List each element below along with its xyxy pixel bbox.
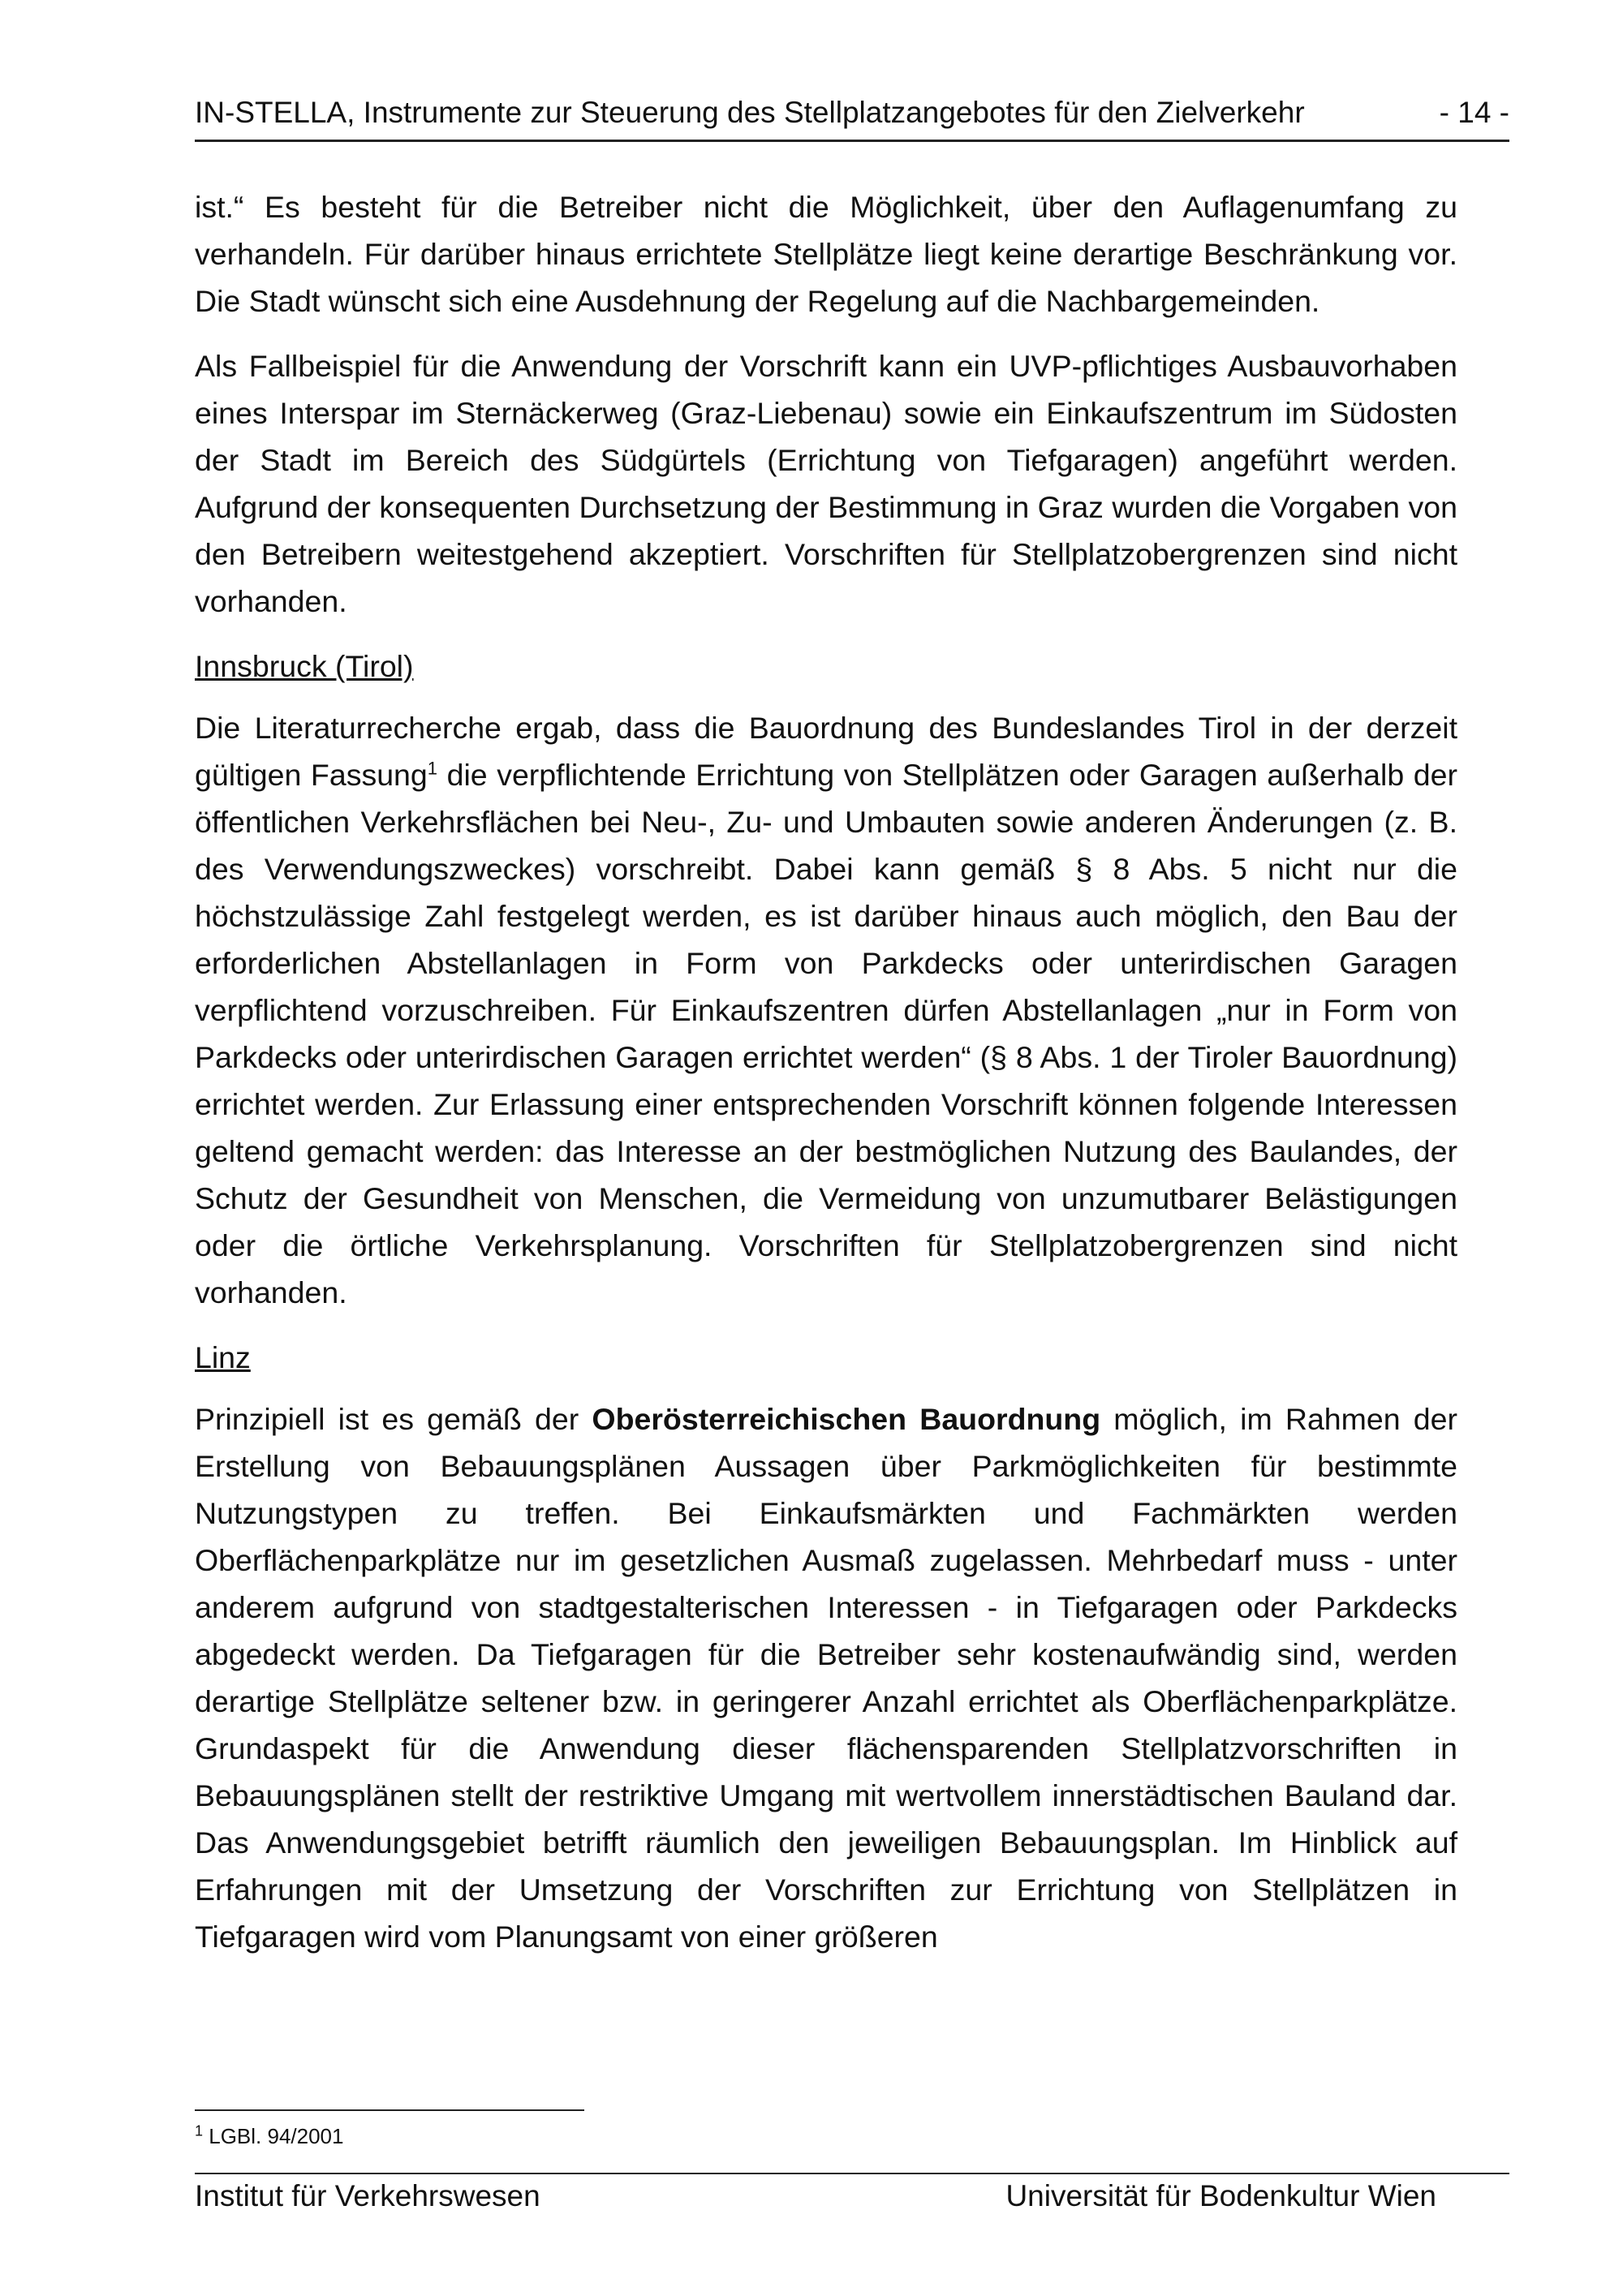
paragraph-innsbruck-part-2: die verpflichtende Errichtung von Stellplätzen oder Garagen außerhalb der öffentlichen Verkehrsflächen bei Neu-, Zu- und Umbauten sowie anderen Änderungen (z. B. des Verwendungszweckes) vorschreibt. Dabei kann gemäß § 8 Abs. 5 nicht nur die höchstzulässige Zahl festgelegt werden, es ist darüber hinaus auch möglich, den Bau der erforderlichen Abstellanlagen in Form von Parkdecks oder unterirdischen Garagen verpflichtend vorzuschreiben. Für Einkaufszentren dürfen Abstellanlagen „nur in Form von Parkdecks oder unterirdischen Garagen errichtet werden“ (§ 8 Abs. 1 der Tiroler Bauordnung) errichtet werden. Zur Erlassung einer entsprechenden Vorschrift können folgende Interessen geltend gemacht werden: das Interesse an der bestmöglichen Nutzung des Baulandes, der Schutz der Gesundheit von Menschen, die Vermeidung von unzumutbarer Belästigungen oder die örtliche Verkehrsplanung. Vorschriften für Stellplatzobergrenzen sind nicht vorhanden. [195, 758, 1457, 1309]
footer-university: Universität für Bodenkultur Wien [1005, 2179, 1436, 2212]
footer-divider [195, 2173, 1509, 2174]
footer-institute: Institut für Verkehrswesen [195, 2179, 540, 2212]
paragraph-1: ist.“ Es besteht für die Betreiber nicht die Möglichkeit, über den Auflagenumfang zu verhandeln. Für darüber hinaus errichtete Stellplätze liegt keine derartige Beschränkung vor. Die Stadt wünscht sich eine Ausdehnung der Regelung auf die Nachbargemeinden. [195, 190, 1457, 318]
page-number: - 14 - [1439, 96, 1509, 129]
page-header [195, 91, 1509, 142]
footnote-reference[interactable]: 1 [427, 758, 438, 779]
footnote-text: LGBl. 94/2001 [203, 2124, 344, 2148]
paragraph-linz-part-1: Prinzipiell ist es gemäß der [195, 1402, 592, 1436]
main-content [195, 183, 1457, 1978]
footnote-divider [195, 2109, 584, 2111]
header-title: IN-STELLA, Instrumente zur Steuerung des Stellplatzangebotes für den Zielverkehr [195, 96, 1305, 129]
paragraph-innsbruck [195, 704, 1457, 1316]
bold-term: Oberösterreichischen Bauordnung [592, 1402, 1101, 1436]
paragraph-linz-part-2: möglich, im Rahmen der Erstellung von Bebauungsplänen Aussagen über Parkmöglichkeiten für bestimmte Nutzungstypen zu treffen. Bei Einkaufsmärkten und Fachmärkten werden Oberflächenparkplätze nur im gesetzlichen Ausmaß zugelassen. Mehrbedarf muss - unter anderem aufgrund von stadtgestalterischen Interessen - in Tiefgaragen oder Parkdecks abgedeckt werden. Da Tiefgaragen für die Betreiber sehr kostenaufwändig sind, werden derartige Stellplätze seltener bzw. in geringerer Anzahl errichtet als Oberflächenparkplätze. Grundaspekt für die Anwendung dieser flächensparenden Stellplatzvorschriften in Bebauungsplänen stellt der restriktive Umgang mit wertvollem innerstädtischen Bauland dar. Das Anwendungsgebiet betrifft räumlich den jeweiligen Bebauungsplan. Im Hinblick auf Erfahrungen mit der Umsetzung der Vorschriften zur Errichtung von Stellplätzen in Tiefgaragen wird vom Planungsamt von einer größeren [195, 1402, 1457, 1954]
paragraph-innsbruck-part-1: Die Literaturrecherche ergab, dass die Bauordnung des Bundeslandes Tirol in der derzeit gültigen Fassung [195, 711, 1457, 792]
section-heading-linz: Linz [195, 1340, 251, 1374]
footnote [195, 2124, 343, 2149]
section-heading-innsbruck: Innsbruck (Tirol) [195, 649, 414, 683]
paragraph-linz [195, 1395, 1457, 1960]
paragraph-2: Als Fallbeispiel für die Anwendung der Vorschrift kann ein UVP-pflichtiges Ausbauvorhaben eines Interspar im Sternäckerweg (Graz-Liebenau) sowie ein Einkaufszentrum im Südosten der Stadt im Bereich des Südgürtels (Errichtung von Tiefgaragen) angeführt werden. Aufgrund der konsequenten Durchsetzung der Bestimmung in Graz wurden die Vorgaben von den Betreibern weitestgehend akzeptiert. Vorschriften für Stellplatzobergrenzen sind nicht vorhanden. [195, 349, 1457, 618]
footnote-number: 1 [195, 2122, 204, 2139]
